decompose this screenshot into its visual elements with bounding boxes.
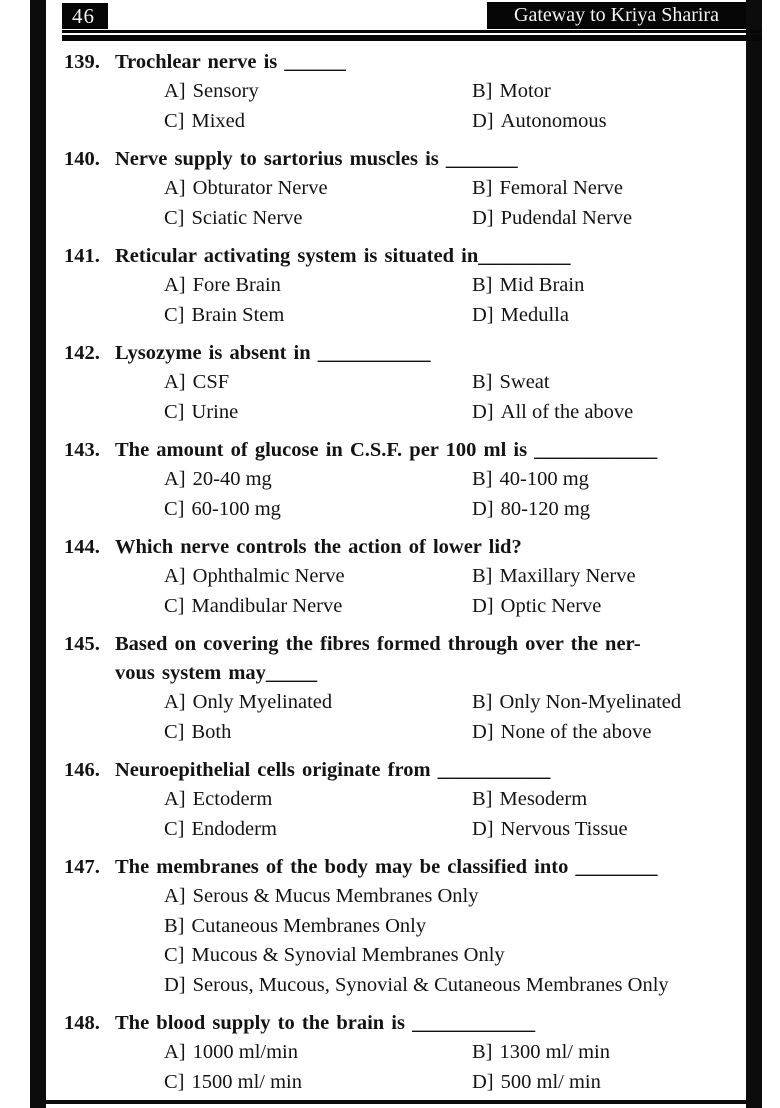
option-letter: D] bbox=[472, 303, 494, 326]
option-text: Sweat bbox=[499, 371, 550, 393]
option-text: Autonomous bbox=[500, 109, 607, 132]
option-grid bbox=[64, 77, 716, 136]
question-text bbox=[115, 630, 716, 688]
question-number: 145. bbox=[64, 633, 100, 655]
option bbox=[164, 562, 472, 592]
question-number: 139. bbox=[64, 51, 100, 73]
option-text: Urine bbox=[191, 400, 239, 423]
option bbox=[472, 204, 716, 234]
option-letter: A] bbox=[164, 80, 186, 102]
question-block bbox=[64, 145, 716, 233]
question-text-line: vous system may_____ bbox=[115, 662, 318, 684]
option-letter: C] bbox=[164, 720, 185, 743]
option-letter: B] bbox=[472, 468, 493, 490]
option-grid bbox=[64, 562, 716, 621]
question-text bbox=[115, 853, 716, 882]
option-letter: B] bbox=[472, 788, 493, 810]
option bbox=[164, 912, 716, 942]
option-text: Femoral Nerve bbox=[499, 177, 624, 199]
scan-edge-left bbox=[30, 0, 46, 1108]
question-title bbox=[64, 853, 716, 882]
option-text: 80-120 mg bbox=[500, 497, 591, 520]
option-letter: C] bbox=[164, 594, 185, 617]
option-text: Only Myelinated bbox=[192, 691, 333, 713]
option-grid bbox=[64, 785, 716, 844]
option-letter: D] bbox=[164, 973, 186, 996]
option-grid bbox=[64, 465, 716, 524]
option-text: None of the above bbox=[500, 720, 652, 743]
question-title bbox=[64, 48, 716, 77]
option bbox=[164, 815, 472, 845]
option-letter: C] bbox=[164, 206, 185, 229]
question-title bbox=[64, 339, 716, 368]
option-grid bbox=[64, 688, 716, 747]
option-text: Pudendal Nerve bbox=[500, 206, 633, 229]
option-grid bbox=[64, 271, 716, 330]
option-text: Medulla bbox=[500, 303, 569, 326]
question-title bbox=[64, 1009, 716, 1038]
option bbox=[164, 718, 472, 748]
option bbox=[164, 204, 472, 234]
question-block bbox=[64, 339, 716, 427]
option-text: Cutaneous Membranes Only bbox=[191, 914, 427, 937]
option bbox=[164, 398, 472, 428]
option bbox=[472, 1068, 716, 1098]
option bbox=[164, 1068, 472, 1098]
option-letter: C] bbox=[164, 1070, 185, 1093]
option-grid bbox=[64, 174, 716, 233]
question-text bbox=[115, 756, 716, 785]
question-number: 147. bbox=[64, 856, 100, 878]
question-title bbox=[64, 145, 716, 174]
option-text: Endoderm bbox=[191, 817, 277, 840]
option bbox=[472, 271, 716, 301]
option bbox=[164, 882, 716, 912]
option-letter: B] bbox=[472, 565, 493, 587]
option-letter: A] bbox=[164, 885, 186, 907]
option-text: 1300 ml/ min bbox=[499, 1041, 610, 1063]
option-letter: C] bbox=[164, 497, 185, 520]
option-letter: A] bbox=[164, 468, 186, 490]
question-text bbox=[115, 1009, 716, 1038]
option-text: Sensory bbox=[192, 80, 259, 102]
question-text bbox=[115, 145, 716, 174]
option bbox=[472, 368, 716, 398]
question-block bbox=[64, 48, 716, 136]
option-letter: D] bbox=[472, 594, 494, 617]
option-letter: D] bbox=[472, 400, 494, 423]
option bbox=[472, 465, 716, 495]
option-text: Mesoderm bbox=[499, 788, 588, 810]
option bbox=[164, 174, 472, 204]
option bbox=[164, 107, 472, 137]
question-title bbox=[64, 533, 716, 562]
option bbox=[472, 815, 716, 845]
option-text: 500 ml/ min bbox=[500, 1070, 601, 1093]
option-text: CSF bbox=[192, 371, 230, 393]
option-text: 1500 ml/ min bbox=[191, 1070, 302, 1093]
option-letter: B] bbox=[472, 691, 493, 713]
question-number: 140. bbox=[64, 148, 100, 170]
option-letter: C] bbox=[164, 303, 185, 326]
option-text: Maxillary Nerve bbox=[499, 565, 636, 587]
option-letter: C] bbox=[164, 400, 185, 423]
option-text: 1000 ml/min bbox=[192, 1041, 298, 1063]
option-letter: D] bbox=[472, 1070, 494, 1093]
question-number: 144. bbox=[64, 536, 100, 558]
option bbox=[164, 971, 716, 1001]
option-letter: A] bbox=[164, 177, 186, 199]
option-text: Fore Brain bbox=[192, 274, 281, 296]
question-text-line: Based on covering the fibres formed through over the ner- bbox=[115, 633, 641, 655]
option bbox=[164, 592, 472, 622]
question-text bbox=[115, 533, 716, 562]
option-text: Mixed bbox=[191, 109, 246, 132]
option-text: 60-100 mg bbox=[191, 497, 281, 520]
option bbox=[472, 592, 716, 622]
header-rule-thin bbox=[62, 30, 762, 33]
question-block bbox=[64, 436, 716, 524]
question-text bbox=[115, 436, 716, 465]
option bbox=[472, 174, 716, 204]
option-letter: A] bbox=[164, 1041, 186, 1063]
option bbox=[472, 688, 716, 718]
option bbox=[472, 77, 716, 107]
question-number: 143. bbox=[64, 439, 100, 461]
option-text: Optic Nerve bbox=[500, 594, 602, 617]
option-text: Serous, Mucous, Synovial & Cutaneous Membranes Only bbox=[192, 973, 669, 996]
page-number: 46 bbox=[62, 3, 108, 29]
question-text-line: The blood supply to the brain is ____________ bbox=[115, 1012, 536, 1034]
option-text: Both bbox=[191, 720, 232, 743]
option bbox=[164, 688, 472, 718]
option-text: Serous & Mucus Membranes Only bbox=[192, 885, 479, 907]
option-letter: B] bbox=[164, 914, 185, 937]
question-title bbox=[64, 630, 716, 688]
option bbox=[472, 301, 716, 331]
option bbox=[472, 1038, 716, 1068]
question-title bbox=[64, 242, 716, 271]
option bbox=[164, 77, 472, 107]
question-block bbox=[64, 242, 716, 330]
option bbox=[472, 398, 716, 428]
option-text: 40-100 mg bbox=[499, 468, 589, 490]
question-number: 148. bbox=[64, 1012, 100, 1034]
option-text: Motor bbox=[499, 80, 551, 102]
question-text bbox=[115, 48, 716, 77]
option-text: Ectoderm bbox=[192, 788, 273, 810]
question-text bbox=[115, 339, 716, 368]
option-letter: A] bbox=[164, 274, 186, 296]
option bbox=[164, 495, 472, 525]
question-number: 142. bbox=[64, 342, 100, 364]
option-letter: D] bbox=[472, 206, 494, 229]
option bbox=[472, 785, 716, 815]
option-letter: D] bbox=[472, 109, 494, 132]
question-block bbox=[64, 853, 716, 1000]
option-text: Mandibular Nerve bbox=[191, 594, 343, 617]
scan-edge-right bbox=[746, 0, 762, 1108]
option bbox=[472, 495, 716, 525]
question-number: 146. bbox=[64, 759, 100, 781]
question-block bbox=[64, 1009, 716, 1097]
option-letter: D] bbox=[472, 497, 494, 520]
option-text: Mid Brain bbox=[499, 274, 585, 296]
question-text-line: Which nerve controls the action of lower lid? bbox=[115, 536, 522, 558]
option bbox=[472, 107, 716, 137]
option-text: All of the above bbox=[500, 400, 634, 423]
option-letter: B] bbox=[472, 1041, 493, 1063]
option-letter: A] bbox=[164, 691, 186, 713]
question-title bbox=[64, 436, 716, 465]
option-letter: B] bbox=[472, 371, 493, 393]
question-text bbox=[115, 242, 716, 271]
question-text-line: Nerve supply to sartorius muscles is _______ bbox=[115, 148, 518, 170]
option-letter: B] bbox=[472, 80, 493, 102]
question-block bbox=[64, 630, 716, 747]
question-block bbox=[64, 756, 716, 844]
option-text: Sciatic Nerve bbox=[191, 206, 303, 229]
question-text-line: Lysozyme is absent in ___________ bbox=[115, 342, 431, 364]
question-text-line: Trochlear nerve is ______ bbox=[115, 51, 346, 73]
option-text: Obturator Nerve bbox=[192, 177, 328, 199]
option-letter: B] bbox=[472, 274, 493, 296]
option-grid bbox=[64, 1038, 716, 1097]
question-text-line: Reticular activating system is situated in_________ bbox=[115, 245, 571, 267]
question-title bbox=[64, 756, 716, 785]
option bbox=[164, 465, 472, 495]
option bbox=[164, 271, 472, 301]
option-letter: A] bbox=[164, 788, 186, 810]
option-text: 20-40 mg bbox=[192, 468, 272, 490]
option-letter: D] bbox=[472, 720, 494, 743]
option-letter: A] bbox=[164, 371, 186, 393]
question-text-line: Neuroepithelial cells originate from ___________ bbox=[115, 759, 551, 781]
option-text: Nervous Tissue bbox=[500, 817, 628, 840]
option-letter: D] bbox=[472, 817, 494, 840]
option bbox=[164, 785, 472, 815]
question-list bbox=[64, 48, 716, 1106]
option bbox=[164, 301, 472, 331]
book-title: Gateway to Kriya Sharira bbox=[487, 2, 746, 29]
option-text: Brain Stem bbox=[191, 303, 285, 326]
header-rule-thick bbox=[62, 35, 762, 41]
option bbox=[164, 941, 716, 971]
option-letter: A] bbox=[164, 565, 186, 587]
option-text: Only Non-Myelinated bbox=[499, 691, 682, 713]
option bbox=[472, 562, 716, 592]
question-text-line: The amount of glucose in C.S.F. per 100 ml is ____________ bbox=[115, 439, 658, 461]
option bbox=[472, 718, 716, 748]
option-letter: B] bbox=[472, 177, 493, 199]
option-text: Ophthalmic Nerve bbox=[192, 565, 345, 587]
option bbox=[164, 368, 472, 398]
question-text-line: The membranes of the body may be classified into ________ bbox=[115, 856, 658, 878]
question-block bbox=[64, 533, 716, 621]
option-grid bbox=[64, 368, 716, 427]
option-letter: C] bbox=[164, 944, 185, 966]
option-letter: C] bbox=[164, 109, 185, 132]
option bbox=[164, 1038, 472, 1068]
option-grid bbox=[64, 882, 716, 1000]
option-text: Mucous & Synovial Membranes Only bbox=[191, 944, 505, 966]
option-letter: C] bbox=[164, 817, 185, 840]
question-number: 141. bbox=[64, 245, 100, 267]
